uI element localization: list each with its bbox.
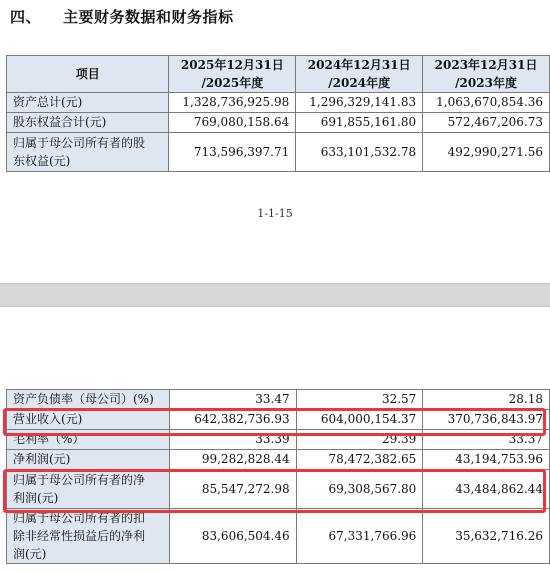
cell-2025: 33.47 xyxy=(169,390,296,410)
cell-2025: 33.39 xyxy=(169,430,296,450)
cell-2023: 43,194,753.96 xyxy=(423,450,550,470)
cell-2025: 83,606,504.46 xyxy=(169,509,296,564)
cell-2024: 78,472,382.65 xyxy=(296,450,423,470)
table-row xyxy=(7,509,550,564)
row-label: 资产负债率（母公司）(%) xyxy=(7,390,170,410)
cell-2024: 1,296,329,141.83 xyxy=(296,93,423,113)
header-item: 项目 xyxy=(7,56,169,93)
cell-2023: 33.37 xyxy=(423,430,550,450)
header-2024: 2024年12月31日 /2024年度 xyxy=(296,56,423,93)
cell-2025: 85,547,272.98 xyxy=(169,470,296,509)
table-row xyxy=(7,113,550,133)
cell-2023: 370,736,843.97 xyxy=(423,410,550,430)
row-label: 归属于母公司所有者的净 利润(元) xyxy=(7,470,170,509)
cell-2024: 633,101,532.78 xyxy=(296,133,423,172)
section-title: 主要财务数据和财务指标 xyxy=(63,8,234,26)
row-label: 股东权益合计(元) xyxy=(7,113,169,133)
cell-2025: 642,382,736.93 xyxy=(169,410,296,430)
table-row xyxy=(7,93,550,113)
section-heading xyxy=(10,6,234,27)
row-label: 归属于母公司所有者的股 东权益(元) xyxy=(7,133,169,172)
section-number: 四、 xyxy=(10,8,42,26)
cell-2024: 69,308,567.80 xyxy=(296,470,423,509)
cell-2023: 572,467,206.73 xyxy=(423,113,550,133)
cell-2025: 769,080,158.64 xyxy=(169,113,296,133)
parent-net-profit-highlight xyxy=(3,469,546,513)
table-row xyxy=(7,133,550,172)
row-label: 营业收入(元) xyxy=(7,410,170,430)
cell-2024: 29.39 xyxy=(296,430,423,450)
revenue-row-highlight xyxy=(3,408,546,436)
cell-2023: 35,632,716.26 xyxy=(423,509,550,564)
table-row xyxy=(7,390,550,410)
cell-2025: 1,328,736,925.98 xyxy=(169,93,296,113)
row-label: 净利润(元) xyxy=(7,450,170,470)
table-header-row xyxy=(7,56,550,93)
cell-2025: 713,596,397.71 xyxy=(169,133,296,172)
financial-table-top xyxy=(6,55,550,172)
cell-2024: 32.57 xyxy=(296,390,423,410)
row-label: 毛利率（%） xyxy=(7,430,170,450)
cell-2023: 28.18 xyxy=(423,390,550,410)
cell-2024: 691,855,161.80 xyxy=(296,113,423,133)
cell-2024: 604,000,154.37 xyxy=(296,410,423,430)
row-label: 资产总计(元) xyxy=(7,93,169,113)
table-row xyxy=(7,450,550,470)
header-2025: 2025年12月31日 /2025年度 xyxy=(169,56,296,93)
cell-2023: 492,990,271.56 xyxy=(423,133,550,172)
cell-2025: 99,282,828.44 xyxy=(169,450,296,470)
cell-2023: 43,484,862.44 xyxy=(423,470,550,509)
row-label: 归属于母公司所有者的扣 除非经常性损益后的净利 润(元) xyxy=(7,509,170,564)
cell-2024: 67,331,766.96 xyxy=(296,509,423,564)
page-break xyxy=(0,283,550,307)
cell-2023: 1,063,670,854.36 xyxy=(423,93,550,113)
page-number: 1-1-15 xyxy=(257,207,293,220)
header-2023: 2023年12月31日 /2023年度 xyxy=(423,56,550,93)
